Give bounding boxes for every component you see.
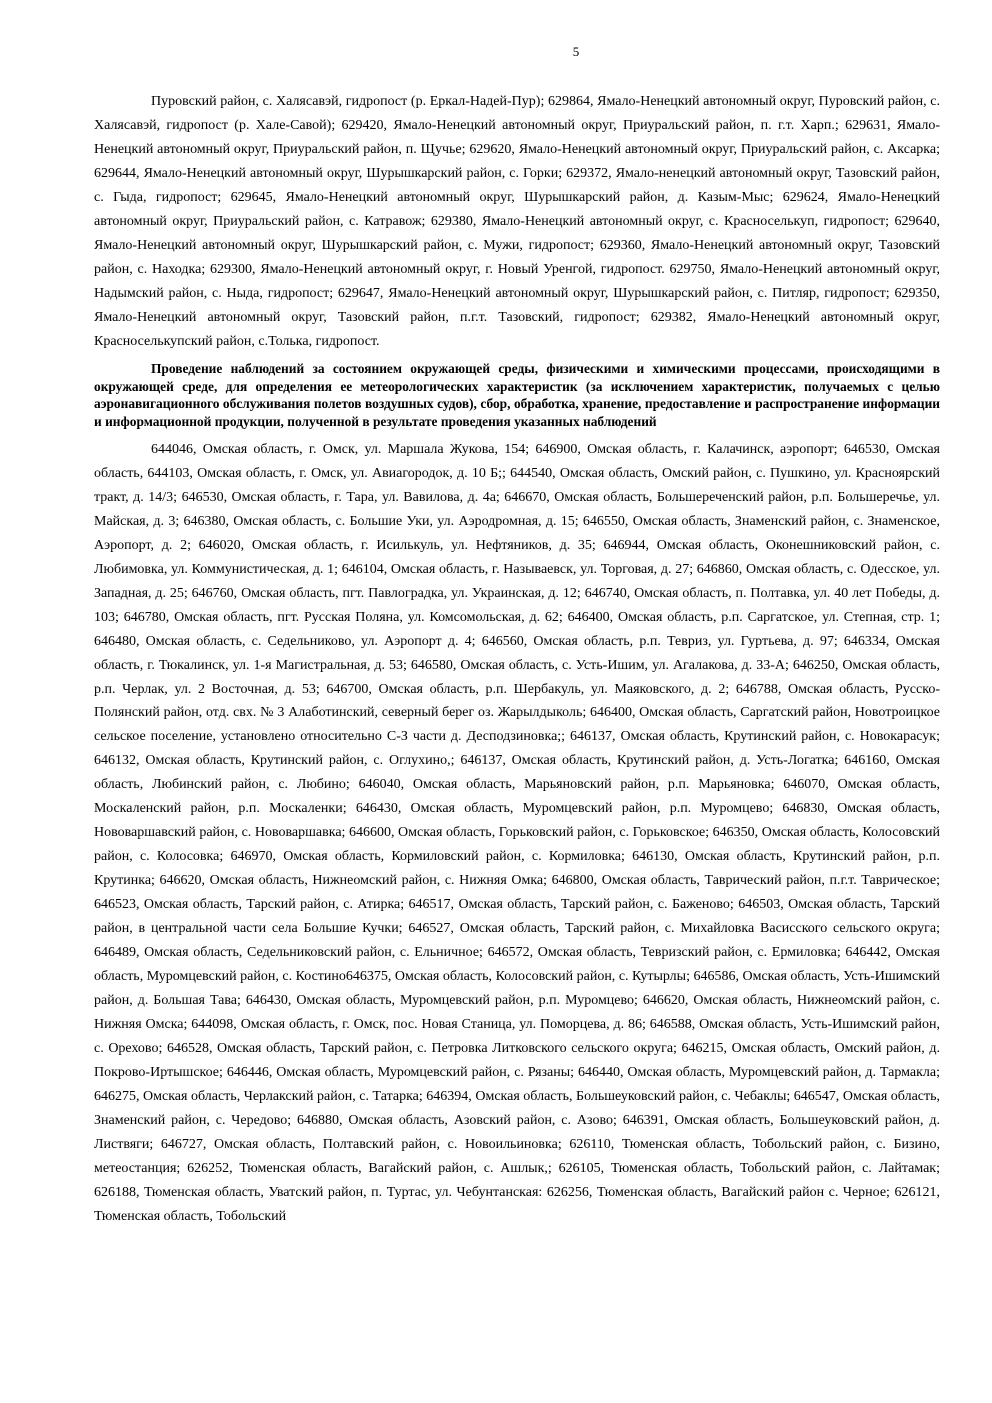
- paragraph-yamal-addresses: Пуровский район, с. Халясавэй, гидропост (р. Еркал-Надей-Пур); 629864, Ямало-Ненецкий автономный округ, Пуровский район, с. Халясавэй, гидропост (р. Хале-Савой); 629420, Ямало-Ненецкий автономный округ, Приуральский район, п. г.т. Харп.; 629631, Ямало-Ненецкий автономный округ, Приуральский район, п. Щучье; 629620, Ямало-Ненецкий автономный округ, Приуральский район, с. Аксарка; 629644, Ямало-Ненецкий автономный округ, Шурышкарский район, с. Горки; 629372, Ямало-ненецкий автономный округ, Тазовский район, с. Гыда, гидропост; 629645, Ямало-Ненецкий автономный округ, Шурышкарский район, д. Казым-Мыс; 629624, Ямало-Ненецкий автономный округ, Приуральский район, с. Катравож; 629380, Ямало-Ненецкий автономный округ, с. Красноселькуп, гидропост; 629640, Ямало-Ненецкий автономный округ, Шурышкарский район, с. Мужи, гидропост; 629360, Ямало-Ненецкий автономный округ, Тазовский район, с. Находка; 629300, Ямало-Ненецкий автономный округ, г. Новый Уренгой, гидропост. 629750, Ямало-Ненецкий автономный округ, Надымский район, с. Ныда, гидропост; 629647, Ямало-Ненецкий автономный округ, Шурышкарский район, с. Питляр, гидропост; 629350, Ямало-Ненецкий автономный округ, Тазовский район, п.г.т. Тазовский, гидропост; 629382, Ямало-Ненецкий автономный округ, Красноселькупский район, с.Толька, гидропост.: [94, 94, 940, 349]
- paragraph-omsk-addresses: 644046, Омская область, г. Омск, ул. Маршала Жукова, 154; 646900, Омская область, г. Калачинск, аэропорт; 646530, Омская область, 644103, Омская область, г. Омск, ул. Авиагородок, д. 10 Б;; 644540, Омская область, Омский район, с. Пушкино, ул. Красноярский тракт, д. 14/3; 646530, Омская область, г. Тара, ул. Вавилова, д. 4а; 646670, Омская область, Большереченский район, р.п. Большеречье, ул. Майская, д. 3; 646380, Омская область, с. Большие Уки, ул. Аэродромная, д. 15; 646550, Омская область, Знаменский район, с. Знаменское, Аэропорт, д. 2; 646020, Омская область, г. Исилькуль, ул. Нефтяников, д. 35; 646944, Омская область, Оконешниковский район, с. Любимовка, ул. Коммунистическая, д. 1; 646104, Омская область, г. Называевск, ул. Торговая, д. 27; 646860, Омская область, с. Одесское, ул. Западная, д. 25; 646760, Омская область, пгт. Павлоградка, ул. Украинская, д. 12; 646740, Омская область, п. Полтавка, ул. 40 лет Победы, д. 103; 646780, Омская область, пгт. Русская Поляна, ул. Комсомольская, д. 62; 646400, Омская область, р.п. Саргатское, ул. Степная, стр. 1; 646480, Омская область, с. Седельниково, ул. Аэропорт д. 4; 646560, Омская область, р.п. Тевриз, ул. Гуртьева, д. 97; 646334, Омская область, г. Тюкалинск, ул. 1-я Магистральная, д. 53; 646580, Омская область, с. Усть-Ишим, ул. Агалакова, д. 33-А; 646250, Омская область, р.п. Черлак, ул. 2 Восточная, д. 53; 646700, Омская область, р.п. Шербакуль, ул. Маяковского, д. 2; 646788, Омская область, Русско-Полянский район, отд. свх. № 3 Алаботинский, северный берег оз. Жарылдыколь; 646400, Омская область, Саргатский район, Новотроицкое сельское поселение, установлено относительно С-З части д. Десподзиновка;; 646137, Омская область, Крутинский район, с. Новокарасук; 646132, Омская область, Крутинский район, с. Оглухино,; 646137, Омская область, Крутинский район, д. Усть-Логатка; 646160, Омская область, Любинский район, с. Любино; 646040, Омская область, Марьяновский район, р.п. Марьяновка; 646070, Омская область, Москаленский район, р.п. Москаленки; 646430, Омская область, Муромцевский район, р.п. Муромцево; 646830, Омская область, Нововаршавский район, с. Нововаршавка; 646600, Омская область, Горьковский район, с. Горьковское; 646350, Омская область, Колосовский район, с. Колосовка; 646970, Омская область, Кормиловский район, с. Кормиловка; 646130, Омская область, Крутинский район, р.п. Крутинка; 646620, Омская область, Нижнеомский район, с. Нижняя Омка; 646800, Омская область, Таврический район, п.г.т. Таврическое; 646523, Омская область, Тарский район, с. Атирка; 646517, Омская область, Тарский район, с. Баженово; 646503, Омская область, Тарский район, в центральной части села Большие Кучки; 646527, Омская область, Тарский район, с. Михайловка Васисского сельского округа; 646489, Омская область, Седельниковский район, с. Ельничное; 646572, Омская область, Тевризский район, с. Ермиловка; 646442, Омская область, Муромцевский район, с. Костино646375, Омская область, Колосовский район, с. Кутырлы; 646586, Омская область, Усть-Ишимский район, д. Большая Тава; 646430, Омская область, Муромцевский район, р.п. Муромцево; 646620, Омская область, Нижнеомский район, с. Нижняя Омска; 644098, Омская область, г. Омск, пос. Новая Станица, ул. Поморцева, д. 86; 646588, Омская область, Усть-Ишимский район, с. Орехово; 646528, Омская область, Тарский район, с. Петровка Литковского сельского округа; 646215, Омская область, Омский район, д. Покрово-Иртышское; 646446, Омская область, Муромцевский район, с. Рязаны; 646440, Омская область, Муромцевский район, д. Тармакла; 646275, Омская область, Черлакский район, с. Татарка; 646394, Омская область, Большеуковский район, с. Чебаклы; 646547, Омская область, Знаменский район, с. Чередово; 646880, Омская область, Азовский район, с. Азово; 646391, Омская область, Большеуковский район, д. Листвяги; 646727, Омская область, Полтавский район, с. Новоильиновка; 626110, Тюменская область, Тобольский район, с. Бизино, метеостанция; 626252, Тюменская область, Вагайский район, с. Ашлык,; 626105, Тюменская область, Тобольский район, с. Лайтамак; 626188, Тюменская область, Уватский район, п. Туртас, ул. Чебунтанская: 626256, Тюменская область, Вагайский район с. Черное; 626121, Тюменская область, Тобольский: [94, 442, 940, 1224]
- page-number: 5: [572, 44, 580, 59]
- document-body: [94, 90, 940, 1228]
- section-heading-meteorological-observations: Проведение наблюдений за состоянием окружающей среды, физическими и химическими процессами, происходящими в окружающей среде, для определения ее метеорологических характеристик (за исключением характеристик, получаемых с целью аэронавигационного обслуживания полетов воздушных судов), сбор, обработка, хранение, предоставление и распространение информации и информационной продукции, полученной в результате проведения указанных наблюдений: [94, 361, 940, 429]
